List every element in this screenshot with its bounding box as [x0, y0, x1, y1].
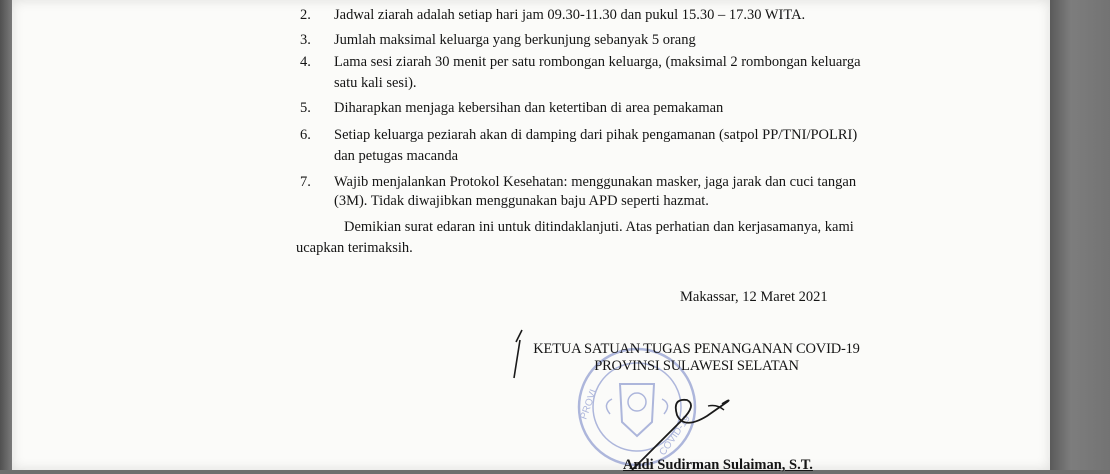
list-item-text: Setiap keluarga peziarah akan di damping dari pihak pengamanan (satpol PP/TNI/POLRI) [334, 127, 858, 143]
list-item-number: 5. [300, 100, 311, 116]
list-item-number: 4. [300, 54, 311, 70]
list-item-text: Diharapkan menjaga kebersihan dan ketertiban di area pemakaman [334, 100, 724, 116]
list-item-number: 2. [300, 7, 311, 23]
right-frame-edge [1050, 0, 1110, 470]
handwritten-signature-icon [512, 320, 772, 470]
signer-name: Andi Sudirman Sulaiman, S.T. [623, 457, 813, 473]
list-item-text: Wajib menjalankan Protokol Kesehatan: menggunakan masker, jaga jarak dan cuci tangan [334, 174, 857, 190]
list-item-number: 7. [300, 174, 311, 190]
list-item-text: Jumlah maksimal keluarga yang berkunjung sebanyak 5 orang [334, 32, 696, 48]
signature-title-line1: KETUA SATUAN TUGAS PENANGANAN COVID-19 [533, 341, 860, 357]
place-date: Makassar, 12 Maret 2021 [680, 289, 828, 305]
closing-paragraph-line2: ucapkan terimaksih. [296, 240, 413, 256]
document-content [12, 0, 1050, 473]
list-item-text: satu kali sesi). [334, 75, 417, 91]
left-frame-edge [0, 0, 12, 470]
document-page [12, 0, 1050, 473]
signature-title-line2: PROVINSI SULAWESI SELATAN [594, 358, 799, 374]
list-item-text: dan petugas macanda [334, 148, 459, 164]
list-item-number: 6. [300, 127, 311, 143]
stamp-text-right: COVID-19 [657, 413, 693, 458]
stamp-text-left: PROVI [578, 388, 600, 422]
list-item-text: (3M). Tidak diwajibkan menggunakan baju APD seperti hazmat. [334, 193, 709, 209]
closing-paragraph-line1: Demikian surat edaran ini untuk ditindaklanjuti. Atas perhatian dan kerjasamanya, kami [344, 219, 854, 235]
list-item-text: Lama sesi ziarah 30 menit per satu rombongan keluarga, (maksimal 2 rombongan keluarga [334, 54, 861, 70]
list-item-text: Jadwal ziarah adalah setiap hari jam 09.30-11.30 dan pukul 15.30 – 17.30 WITA. [334, 7, 806, 23]
list-item-number: 3. [300, 32, 311, 48]
